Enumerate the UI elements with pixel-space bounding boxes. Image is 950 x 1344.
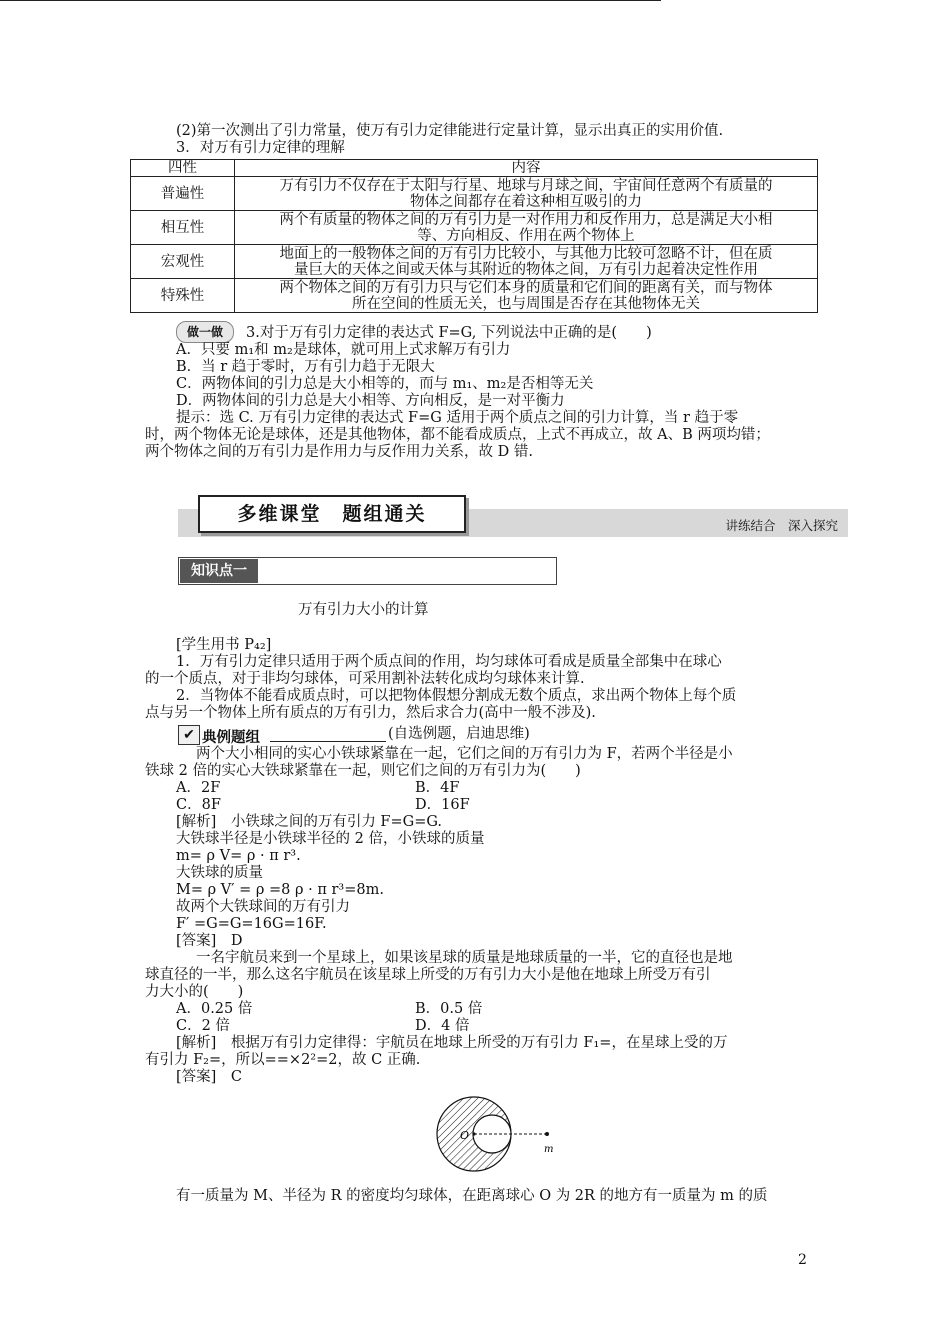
final-line: 有一质量为 M、半径为 R 的密度均匀球体，在距离球心 O 为 2R 的地方有一质量为 m 的质: [176, 1188, 768, 1204]
table-key-cell: 特殊性: [131, 279, 235, 313]
example-analysis: M= ρ V′ = ρ =8 ρ · π r³=8m.: [176, 882, 384, 898]
knowledge-paragraph: 2．当物体不能看成质点时，可以把物体假想分割成无数个质点，求出两个物体上每个质: [176, 688, 737, 704]
table-key-cell: 宏观性: [131, 245, 235, 279]
example-stem: 两个大小相同的实心小铁球紧靠在一起，它们之间的万有引力为 F，若两个半径是小: [196, 746, 733, 762]
example-option: B．4F: [415, 780, 460, 796]
example-group-note: (自选例题，启迪思维): [388, 726, 530, 742]
example-answer: [答案] C: [176, 1069, 242, 1085]
label-o: O: [460, 1129, 470, 1142]
banner-subtitle: 讲练结合 深入探究: [725, 518, 838, 533]
example-group-rule: [270, 741, 386, 742]
example-analysis: 有引力 F₂=，所以==×2²=2，故 C 正确.: [145, 1052, 421, 1068]
table-value-cell: 两个物体之间的万有引力只与它们本身的质量和它们间的距离有关，而与物体 所在空间的性质无关，也与周围是否存在其他物体无关: [235, 279, 818, 313]
check-icon: ✔: [178, 725, 200, 745]
knowledge-paragraph: 点与另一个物体上所有质点的万有引力，然后求合力(高中一般不涉及).: [145, 705, 596, 721]
example-analysis: 故两个大铁球间的万有引力: [176, 899, 350, 915]
example-stem: 一名宇航员来到一个星球上，如果该星球的质量是地球质量的一半，它的直径也是地: [196, 950, 733, 966]
example-option: C．8F: [176, 797, 221, 813]
hollow-sphere-figure: [425, 1094, 575, 1174]
table-value-cell: 两个有质量的物体之间的万有引力是一对作用力和反作用力，总是满足大小相 等、方向相反、作用在两个物体上: [235, 211, 818, 245]
example-stem: 球直径的一半，那么这名宇航员在该星球上所受的万有引力大小是他在地球上所受万有引: [145, 967, 711, 983]
example-option: D．4 倍: [415, 1018, 470, 1034]
table-key-cell: 相互性: [131, 211, 235, 245]
practice-hint: 提示：选 C. 万有引力定律的表达式 F=G 适用于两个质点之间的引力计算，当 r 趋于零: [176, 410, 739, 426]
example-option: B．0.5 倍: [415, 1001, 483, 1017]
example-answer: [答案] D: [176, 933, 243, 949]
intro-line: (2)第一次测出了引力常量，使万有引力定律能进行定量计算，显示出真正的实用价值.: [176, 123, 724, 139]
label-m: m: [544, 1144, 554, 1155]
practice-hint: 时，两个物体无论是球体，还是其他物体，都不能看成质点，上式不再成立，故 A、B 两项均错；: [145, 427, 770, 443]
example-analysis: [解析] 小铁球之间的万有引力 F=G=G.: [176, 814, 443, 830]
knowledge-heading: 万有引力大小的计算: [298, 602, 429, 618]
example-option: A．2F: [176, 780, 221, 796]
table-header-cell: 四性: [131, 160, 235, 177]
section-3-heading: 3．对万有引力定律的理解: [176, 140, 345, 156]
table-row: [131, 245, 818, 279]
example-option: C．2 倍: [176, 1018, 230, 1034]
practice-badge: 做一做: [176, 321, 234, 343]
header-rule: [0, 0, 661, 1]
example-analysis: m= ρ V= ρ · π r³.: [176, 848, 301, 864]
table-header-row: [131, 160, 818, 177]
table-value-cell: 地面上的一般物体之间的万有引力比较小，与其他力比较可忽略不计，但在质 量巨大的天体之间或天体与其附近的物体之间，万有引力起着决定性作用: [235, 245, 818, 279]
knowledge-point-bar: [178, 557, 557, 585]
knowledge-paragraph: 的一个质点，对于非均匀球体，可采用割补法转化成均匀球体来计算.: [145, 671, 585, 687]
table-key-cell: 普遍性: [131, 177, 235, 211]
table-row: [131, 279, 818, 313]
table-header-cell: 内容: [235, 160, 818, 177]
example-analysis: [解析] 根据万有引力定律得：宇航员在地球上所受的万有引力 F₁=，在星球上受的万: [176, 1035, 728, 1051]
center-point: [472, 1132, 475, 1135]
example-group-title: 典例题组: [202, 730, 260, 746]
example-analysis: F′ =G=G=16G=16F.: [176, 916, 327, 932]
book-reference: [学生用书 P₄₂]: [176, 637, 272, 653]
practice-option: C．两物体间的引力总是大小相等的，而与 m₁、m₂是否相等无关: [176, 376, 594, 392]
practice-option: D．两物体间的引力总是大小相等、方向相反，是一对平衡力: [176, 393, 565, 409]
table-row: [131, 211, 818, 245]
knowledge-paragraph: 1．万有引力定律只适用于两个质点间的作用，均匀球体可看成是质量全部集中在球心: [176, 654, 722, 670]
example-analysis: 大铁球半径是小铁球半径的 2 倍，小铁球的质量: [176, 831, 485, 847]
page-number: 2: [798, 1252, 807, 1268]
example-option: D．16F: [415, 797, 470, 813]
example-analysis: 大铁球的质量: [176, 865, 263, 881]
mass-point: [545, 1132, 549, 1136]
example-option: A．0.25 倍: [176, 1001, 253, 1017]
practice-option: A．只要 m₁和 m₂是球体，就可用上式求解万有引力: [176, 342, 511, 358]
property-table: [130, 159, 818, 313]
practice-question: 3.对于万有引力定律的表达式 F=G, 下列说法中正确的是( ): [246, 325, 652, 341]
banner-title: 多维课堂 题组通关: [198, 495, 466, 533]
example-stem: 铁球 2 倍的实心大铁球紧靠在一起，则它们之间的万有引力为( ): [145, 763, 581, 779]
table-row: [131, 177, 818, 211]
example-stem: 力大小的( ): [145, 984, 244, 1000]
knowledge-point-label: 知识点一: [180, 559, 258, 583]
practice-option: B．当 r 趋于零时，万有引力趋于无限大: [176, 359, 435, 375]
practice-hint: 两个物体之间的万有引力是作用力与反作用力关系，故 D 错.: [145, 444, 533, 460]
table-value-cell: 万有引力不仅存在于太阳与行星、地球与月球之间，宇宙间任意两个有质量的 物体之间都存在着这种相互吸引的力: [235, 177, 818, 211]
